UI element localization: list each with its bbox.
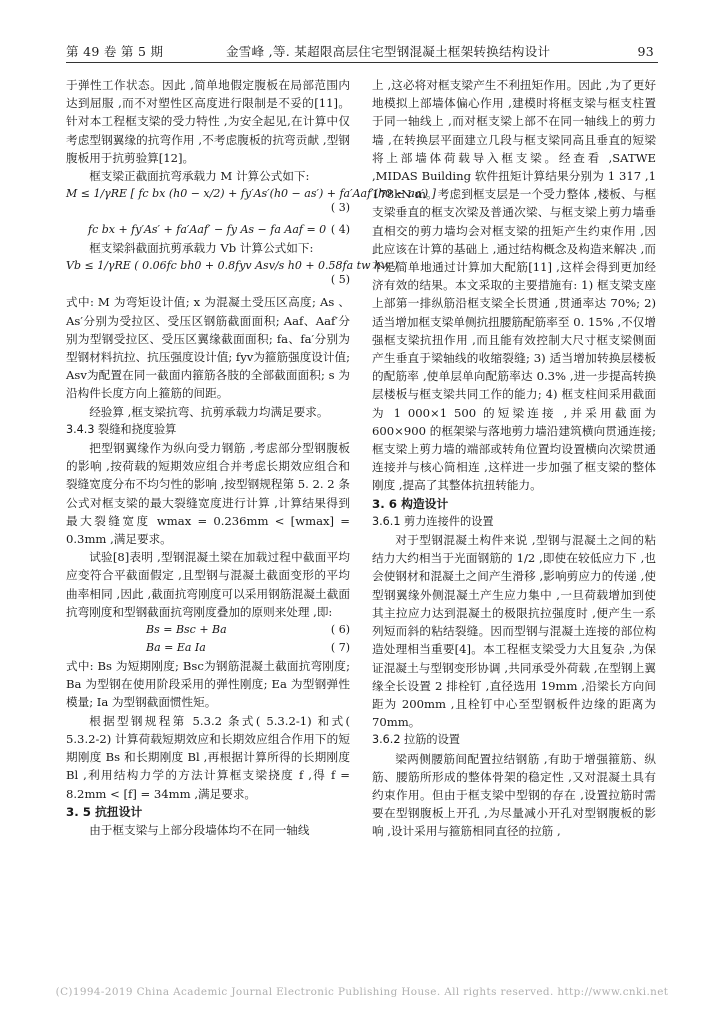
paragraph: 把型钢翼缘作为纵向受力钢筋 ,考虑部分型钢腹板的影响 ,按荷载的短期效应组合并考虑长期效应组合和裂缝宽度分布不均匀性的影响 ,按型钢规程第 5. 2. 2 条公式对框支梁的最大裂缝宽度进行计算 ,计算结果得到最大裂缝宽度 wmax = 0.236mm < [wmax] = 0.3mm ,满足要求。 <box>66 441 350 547</box>
paragraph: 经验算 ,框支梁抗弯、抗剪承载力均满足要求。 <box>89 404 329 419</box>
paragraph: 梁两侧腰筋间配置拉结钢筋 ,有助于增强箍筋、纵筋、腰筋所形成的整体骨架的稳定性 ,又对混凝土具有约束作用。但由于框支梁中型钢的存在 ,设置拉筋时需要在型钢腹板上开孔 ,为尽量减小开孔对型钢腹板的影响 ,设计采用与箍筋相同直径的拉筋 , <box>372 751 656 839</box>
paragraph: 根据型钢规程第 5.3.2 条式( 5.3.2-1) 和式( 5.3.2-2) 计算荷载短期效应和长期效应组合作用下的短期刚度 Bs 和长期刚度 Bl ,再根据计算所得的长期刚度 Bl ,利用结构力学的方法计算框支梁挠度 f ,得 f = 8.2mm < [f] = 34mm ,满足要求。 <box>66 713 350 801</box>
equation-number: ( 5) <box>330 273 350 287</box>
paragraph: 式中: Bs 为短期刚度; Bsc为钢筋混凝土截面抗弯刚度; Ba 为型钢在使用阶段采用的弹性刚度; Ea 为型钢弹性模量; Ia 为型钢截面惯性矩。 <box>66 659 350 710</box>
equation-body: fc bx + fy′As′ + fa′Aaf′ − fy As − fa Aaf = 0 <box>88 223 327 237</box>
section-heading: 3.6.2 拉筋的设置 <box>372 733 460 747</box>
equation-number: ( 4) <box>330 223 350 237</box>
equation-5 <box>66 257 399 293</box>
equation-body: Ba = Ea Ia <box>146 641 206 655</box>
section-heading: 3.6.1 剪力连接件的设置 <box>372 514 494 528</box>
paragraph: 框支梁斜截面抗剪承载力 Vb 计算公式如下: <box>89 241 314 256</box>
equation-body: M ≤ 1/γRE [ fc bx (h0 − x/2) + fy′As′(h0 − as′) + fa′Aaf′(h0 − aa′) ] <box>66 187 436 201</box>
paragraph: 式中: M 为弯矩设计值; x 为混凝土受压区高度; As 、As′分别为受拉区、受压区钢筋截面面积; Aaf、Aaf′分别为型钢受拉区、受压区翼缘截面面积; fa、fa′分别为型钢材料抗拉、抗压强度设计值; fyv为箍筋强度设计值; Asv为配置在同一截面内箍筋各肢的全部截面面积; s 为沿构件长度方向上箍筋的间距。 <box>66 295 350 401</box>
equation-body: Bs = Bsc + Ba <box>146 623 227 637</box>
paragraph: 对于型钢混凝土构件来说 ,型钢与混凝土之间的粘结力大约相当于光面钢筋的 1/2 ,即使在较低应力下 ,也会使钢材和混凝土之间产生滑移 ,影响剪应力的传递 ,使型钢翼缘外侧混凝土产生应力集中 ,一旦荷载增加到使其主拉应力达到混凝土的极限抗拉强度时 ,便产生一系列短而斜的粘结裂缝。因而型钢与混凝土连接的部位构造处理相当重要[4]。本工程框支梁受力大且复杂 ,为保证混凝土与型钢变形协调 ,共同承受外荷载 ,在型钢上翼缘全长设置 2 排栓钉 ,直径选用 19mm ,沿梁长方向间距为 200mm ,且栓钉中心至型钢板件边缘的距离为 70mm。 <box>372 533 656 730</box>
copyright-footer: (C)1994-2019 China Academic Journal Electronic Publishing House. All rights reserved. http://www.cnki.net <box>55 986 669 998</box>
equation-4 <box>66 221 350 239</box>
equation-number: ( 3) <box>330 201 350 215</box>
running-title: 金雪峰 ,等. 某超限高层住宅型钢混凝土框架转换结构设计 <box>226 44 551 59</box>
header-rule <box>66 62 658 63</box>
section-heading: 3. 5 抗扭设计 <box>66 804 143 819</box>
equation-3 <box>66 185 436 221</box>
paragraph: 框支梁正截面抗弯承载力 M 计算公式如下: <box>89 169 310 184</box>
equation-number: ( 6) <box>330 623 350 637</box>
page-number: 93 <box>637 44 654 59</box>
journal-issue: 第 49 卷 第 5 期 <box>66 44 164 59</box>
right-column <box>372 76 656 841</box>
equation-number: ( 7) <box>330 641 350 655</box>
paragraph: 于弹性工作状态。因此 ,简单地假定腹板在局部范围内达到屈服 ,而不对塑性区高度进行限制是不妥的[11]。针对本工程框支梁的受力特性 ,为安全起见,在计算中仅考虑型钢翼缘的抗弯作用 ,不考虑腹板的抗弯贡献 ,型钢腹板用于抗剪验算[12]。 <box>66 78 350 165</box>
equation-body: Vb ≤ 1/γRE ( 0.06fc bh0 + 0.8fyv Asv/s h0 + 0.58fa tw hw ) <box>66 259 399 273</box>
paragraph: 试验[8]表明 ,型钢混凝土梁在加载过程中截面平均应变符合平截面假定 ,且型钢与混凝土截面变形的平均曲率相同 ,因此 ,截面抗弯刚度可以采用钢筋混凝土截面抗弯刚度和型钢截面抗弯刚度叠加的原则来处理 ,即: <box>66 550 350 619</box>
paragraph: 由于框支梁与上部分段墙体均不在同一轴线 <box>89 822 310 837</box>
section-heading: 3. 6 构造设计 <box>372 496 449 511</box>
equation-7 <box>66 639 350 657</box>
running-header <box>66 42 658 62</box>
section-heading: 3.4.3 裂缝和挠度验算 <box>66 422 177 436</box>
paragraph: 上 ,这必将对框支梁产生不利扭矩作用。因此 ,为了更好地模拟上部墙体偏心作用 ,建模时将框支梁与框支柱置于同一轴线上 ,而对框支梁上部不在同一轴线上的剪力墙 ,在转换层平面建立几段与框支梁同高且垂直的短梁将上部墙体荷载导入框支梁。经查看 ,SATWE ,MIDAS Building 软件扭矩计算结果分别为 1 317 ,1 178kN·m。考虑到框支层是一个受力整体 ,楼板、与框支梁垂直的框支次梁及普通次梁、与框支梁上剪力墙垂直相交的剪力墙均会对框支梁的扭矩产生约束作用 ,因此应该在计算的基础上 ,通过结构概念及构造来解决 ,而不是简单地通过计算加大配筋[11] ,这样会得到更加经济有效的结果。本文采取的主要措施有: 1) 框支梁支座上部第一排纵筋沿框支梁全长贯通 ,贯通率达 70%; 2) 适当增加框支梁单侧抗扭腰筋配筋率至 0. 15% ,不仅增强框支梁抗扭作用 ,而且能有效控制大尺寸框支梁侧面产生垂直于梁轴线的收缩裂缝; 3) 适当增加转换层楼板的配筋率 ,使单层单向配筋率达 0.3% ,进一步提高转换层楼板与框支梁共同工作的能力; 4) 框支柱间采用截面为 1 000×1 500 的短梁连接 ,并采用截面为 600×900 的框架梁与落地剪力墙沿建筑横向贯通连接; 框支梁上剪力墙的端部或转角位置均设置横向次梁贯通连接并与核心筒相连 ,这样进一步加强了框支梁的整体刚度 ,提高了其整体抗扭转能力。 <box>372 78 656 493</box>
equation-6 <box>66 621 350 639</box>
